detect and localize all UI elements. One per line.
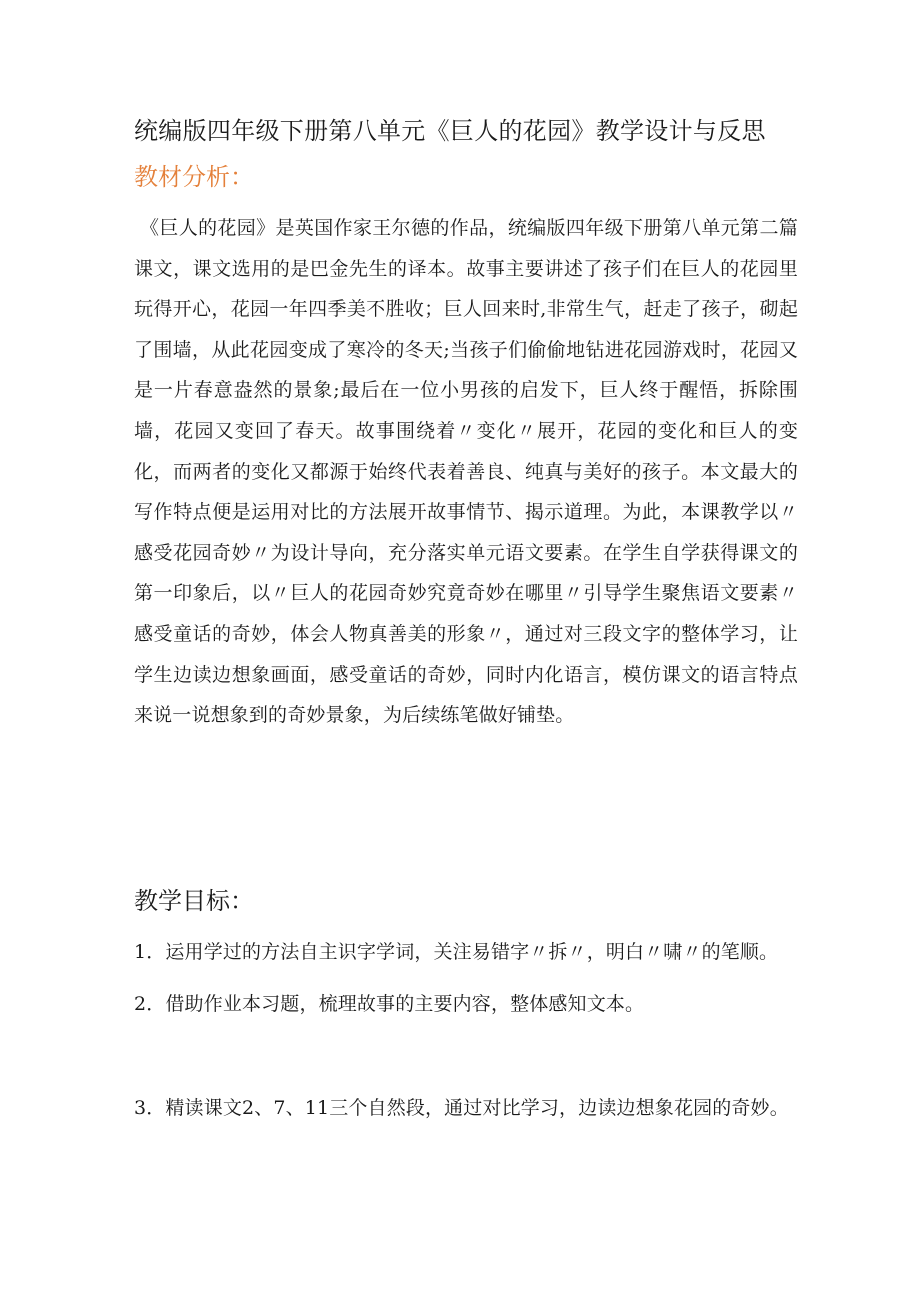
document-title: 统编版四年级下册第八单元《巨人的花园》教学设计与反思 bbox=[134, 117, 766, 145]
goals-heading: 教学目标： bbox=[134, 887, 254, 915]
goal-item-3: 3．精读课文2、7、11三个自然段，通过对比学习，边读边想象花园的奇妙。 bbox=[134, 1097, 789, 1119]
goal-item-1: 1．运用学过的方法自主识字学词，关注易错字〃拆〃，明白〃啸〃的笔顺。 bbox=[134, 941, 779, 963]
goal-item-2: 2．借助作业本习题，梳理故事的主要内容，整体感知文本。 bbox=[134, 993, 645, 1015]
analysis-paragraph: 《巨人的花园》是英国作家王尔德的作品，统编版四年级下册第八单元第二篇课文，课文选用的是巴金先生的译本。故事主要讲述了孩子们在巨人的花园里玩得开心，花园一年四季美不胜收；巨人回来时,非常生气，赶走了孩子，砌起了围墙，从此花园变成了寒冷的冬天;当孩子们偷偷地钻进花园游戏时，花园又是一片春意盎然的景象;最后在一位小男孩的启发下，巨人终于醒悟，拆除围墙，花园又变回了春天。故事围绕着〃变化〃展开，花园的变化和巨人的变化，而两者的变化又都源于始终代表着善良、纯真与美好的孩子。本文最大的写作特点便是运用对比的方法展开故事情节、揭示道理。为此，本课教学以〃感受花园奇妙〃为设计导向，充分落实单元语文要素。在学生自学获得课文的第一印象后，以〃巨人的花园奇妙究竟奇妙在哪里〃引导学生聚焦语文要素〃感受童话的奇妙，体会人物真善美的形象〃，通过对三段文字的整体学习，让学生边读边想象画面，感受童话的奇妙，同时内化语言，模仿课文的语言特点来说一说想象到的奇妙景象，为后续练笔做好铺垫。 bbox=[134, 217, 798, 727]
analysis-heading: 教材分析： bbox=[134, 163, 254, 191]
